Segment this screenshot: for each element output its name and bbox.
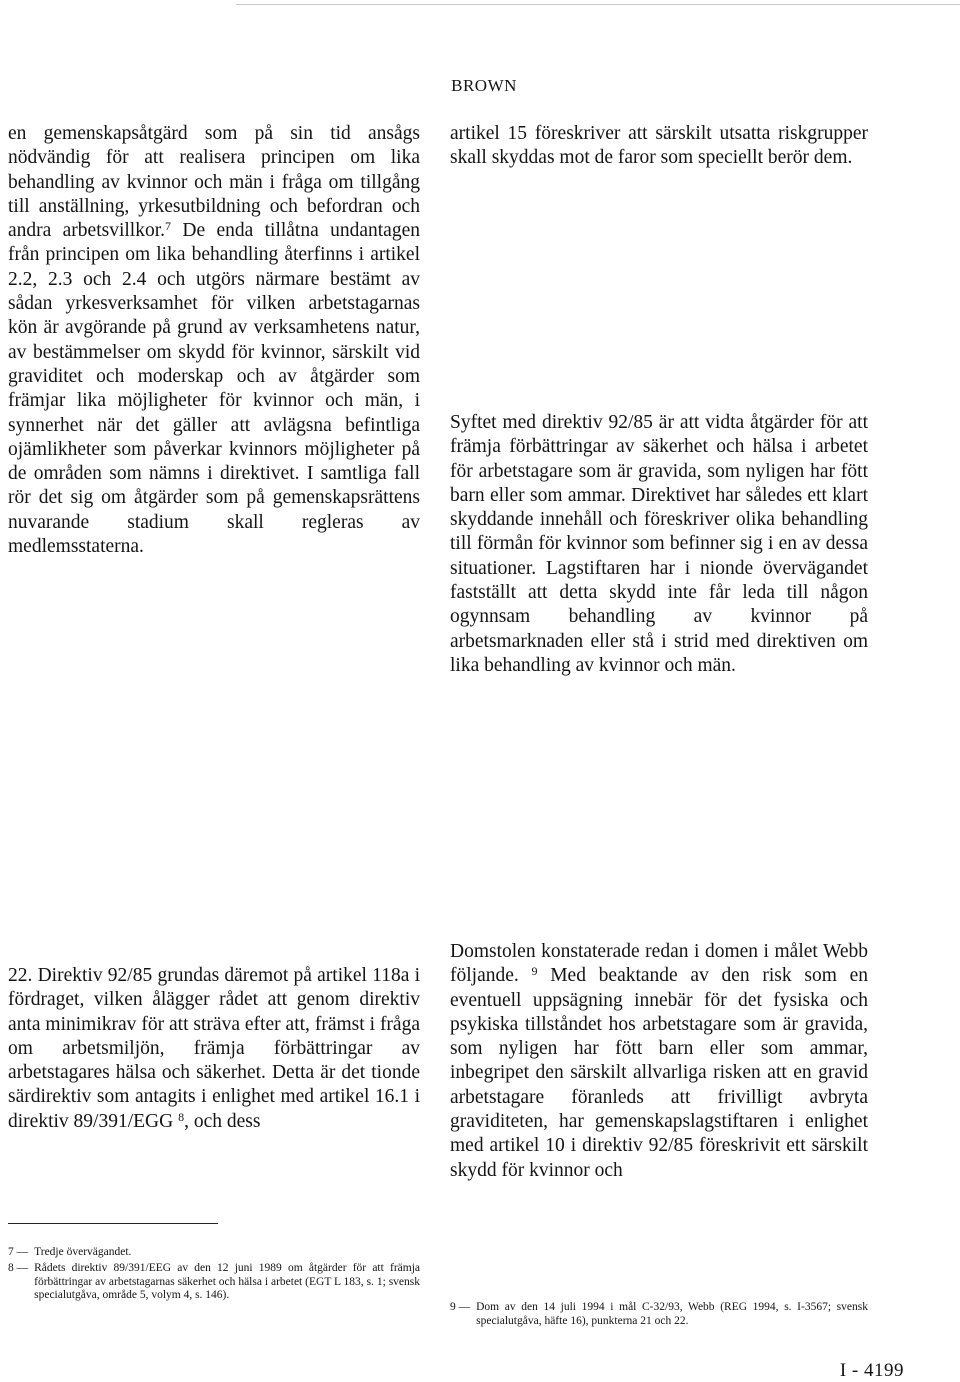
footnote-7-number: 7 — <box>8 1246 29 1258</box>
footnote-7-text: Tredje övervägandet. <box>34 1246 132 1258</box>
right-bottom-text: Domstolen konstaterade redan i domen i målet Webb följande. <box>450 941 868 987</box>
left-bottom-text: 22. Direktiv 92/85 grundas däremot på artikel 118a i fördraget, vilken ålägger rådet att genom direktiv anta minimikrav för att sträva efter att, främst i fråga om arbetsmiljön, främja förbättringar av arbetstagares hälsa och säkerhet. Detta är det tionde särdirektiv som antagits i enlighet med artikel 16.1 i direktiv 89/391/EGG <box>8 965 420 1132</box>
right-column-middle-paragraph <box>450 411 868 678</box>
footnote-ref-7[interactable]: 7 <box>165 219 172 234</box>
footnote-8-text: Rådets direktiv 89/391/EEG av den 12 juni 1989 om åtgärder för att främja förbättringar av arbetstagarnas säkerhet och hälsa i arbetet (EGT L 183, s. 1; svensk specialutgåva, område 5, volym 4, s. 146). <box>34 1261 420 1302</box>
footnotes-left <box>8 1246 420 1303</box>
right-top-text: artikel 15 föreskriver att särskilt utsatta riskgrupper skall skyddas mot de faror som speciellt berör dem. <box>450 123 868 169</box>
page-number: I - 4199 <box>839 1360 904 1381</box>
left-top-text-cont: De enda tillåtna undantagen från principen om lika behandling återfinns i artikel 2.2, 2.3 och 2.4 och utgörs närmare bestämt av sådan yrkesverksamhet för vilken arbetstagarnas kön är avgörande på grund av verksamhetens natur, av bestämmelser om skydd för kvinnor, särskilt vid graviditet och moderskap och av åtgärder som främjar lika möjligheter för kvinnor och män, i synnerhet när det gäller att avlägsna befintliga ojämlikheter som påverkar kvinnors möjligheter på de områden som nämns i direktivet. I samtliga fall rör det sig om åtgärder som på gemenskapsrättens nuvarande stadium skall regleras av medlemsstaterna. <box>8 220 420 558</box>
right-mid-text: Syftet med direktiv 92/85 är att vidta åtgärder för att främja förbättringar av säkerhet och hälsa i arbetet för arbetstagare som är gravida, som nyligen har fött barn eller som ammar. Direktivet har således ett klart skyddande innehåll och föreskriver olika behandling till förmån för kvinnor som befinner sig i en av dessa situationer. Lagstiftaren har i nionde övervägandet fastställt att detta skydd inte får leda till någon ogynnsam behandling av kvinnor på arbetsmarknaden eller stå i strid med direktiven om lika behandling av kvinnor och män. <box>450 412 868 676</box>
left-bottom-text-cont: , och dess <box>184 1110 261 1132</box>
footnote-8 <box>8 1262 420 1303</box>
running-header: BROWN <box>451 76 517 95</box>
footnote-8-number: 8 — <box>8 1261 29 1274</box>
left-column-top-paragraph <box>8 122 420 559</box>
footnote-9 <box>450 1301 868 1329</box>
top-rule <box>236 4 960 5</box>
footnote-7 <box>8 1246 420 1260</box>
footnotes-right <box>450 1301 868 1329</box>
footnote-9-number: 9 — <box>450 1301 471 1313</box>
right-bottom-text-cont: Med beaktande av den risk som en eventuell uppsägning innebär för det fysiska och psykiska tillståndet hos arbetstagare som är gravida, som nyligen har fött barn eller som ammar, inbegripet den särskilt allvarliga risken att en gravid arbetstagare föranleds att frivilligt avbryta graviditeten, har gemenskapslagstiftaren i enlighet med artikel 10 i direktiv 92/85 föreskrivit ett särskilt skydd för kvinnor och <box>450 965 868 1181</box>
left-column-bottom-paragraph <box>8 964 420 1134</box>
footnote-ref-9[interactable]: 9 <box>531 964 538 979</box>
footnote-9-text: Dom av den 14 juli 1994 i mål C-32/93, Webb (REG 1994, s. I-3567; svensk specialutgåva, häfte 16), punkterna 21 och 22. <box>476 1301 868 1327</box>
footnote-divider <box>8 1223 218 1224</box>
footnote-ref-8[interactable]: 8 <box>178 1109 185 1124</box>
right-column-top-paragraph <box>450 122 868 171</box>
left-top-text: en gemenskapsåtgärd som på sin tid ansågs nödvändig för att realisera principen om lika behandling av kvinnor och män i fråga om tillgång till anställning, yrkesutbildning och befordran och andra arbetsvillkor. <box>8 123 420 242</box>
right-column-bottom-paragraph <box>450 940 868 1183</box>
